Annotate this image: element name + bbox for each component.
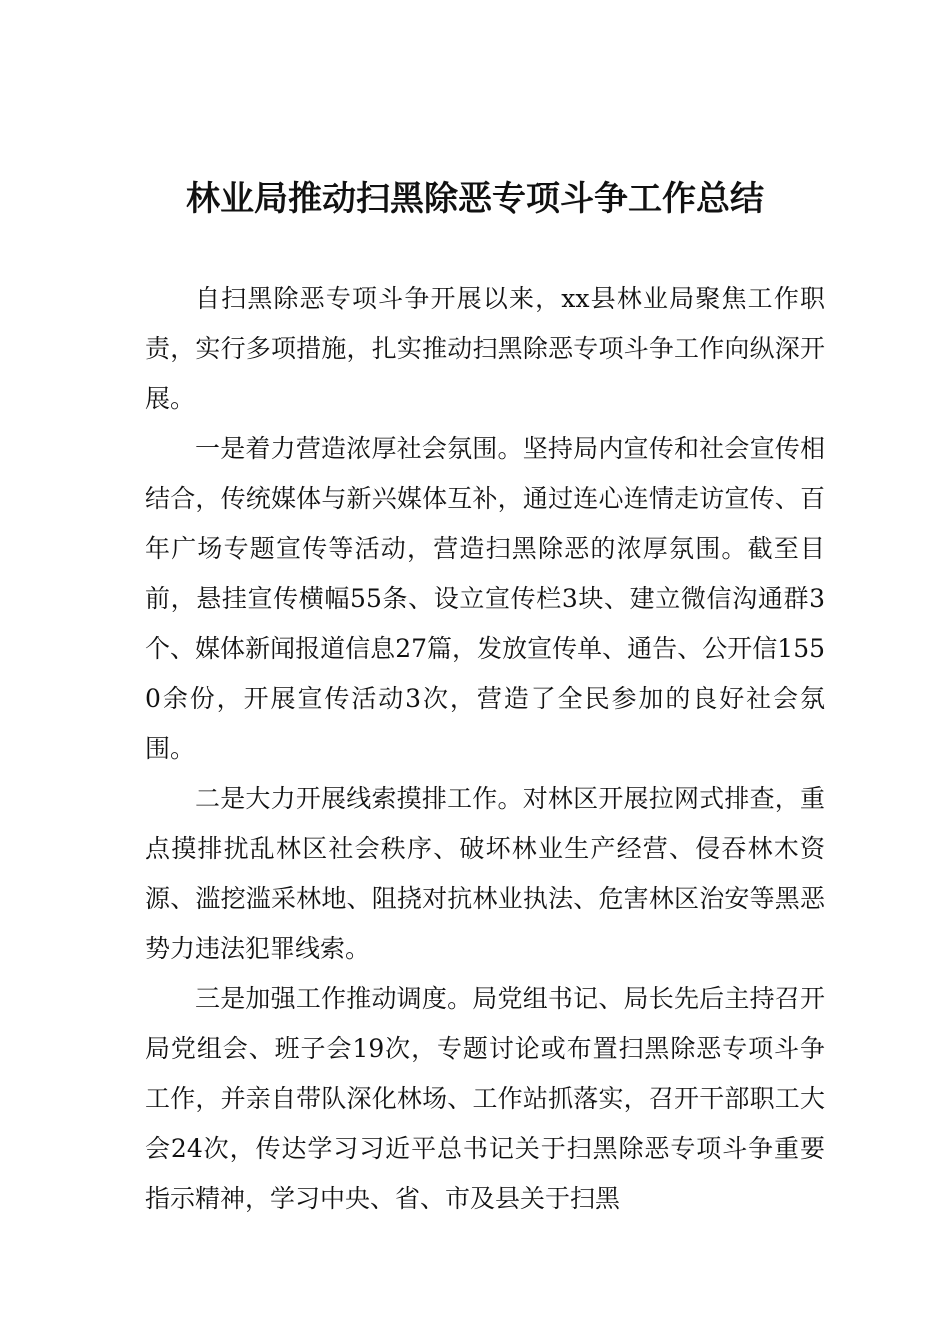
- paragraph-intro: 自扫黑除恶专项斗争开展以来，xx县林业局聚焦工作职责，实行多项措施，扎实推动扫黑除恶专项斗争工作向纵深开展。: [145, 284, 825, 413]
- document-body: [145, 274, 825, 1224]
- paragraph-work-scheduling: 三是加强工作推动调度。局党组书记、局长先后主持召开局党组会、班子会19次，专题讨论或布置扫黑除恶专项斗争工作，并亲自带队深化林场、工作站抓落实，召开干部职工大会24次，传达学习习近平总书记关于扫黑除恶专项斗争重要指示精神，学习中央、省、市及县关于扫黑: [145, 984, 825, 1213]
- document-title: 林业局推动扫黑除恶专项斗争工作总结: [186, 179, 764, 219]
- paragraph-publicity: 一是着力营造浓厚社会氛围。坚持局内宣传和社会宣传相结合，传统媒体与新兴媒体互补，通过连心连情走访宣传、百年广场专题宣传等活动，营造扫黑除恶的浓厚氛围。截至目前，悬挂宣传横幅55条、设立宣传栏3块、建立微信沟通群3个、媒体新闻报道信息27篇，发放宣传单、通告、公开信1550余份，开展宣传活动3次，营造了全民参加的良好社会氛围。: [145, 434, 825, 763]
- paragraph-clue-investigation: 二是大力开展线索摸排工作。对林区开展拉网式排查，重点摸排扰乱林区社会秩序、破坏林业生产经营、侵吞林木资源、滥挖滥采林地、阻挠对抗林业执法、危害林区治安等黑恶势力违法犯罪线索。: [145, 784, 825, 963]
